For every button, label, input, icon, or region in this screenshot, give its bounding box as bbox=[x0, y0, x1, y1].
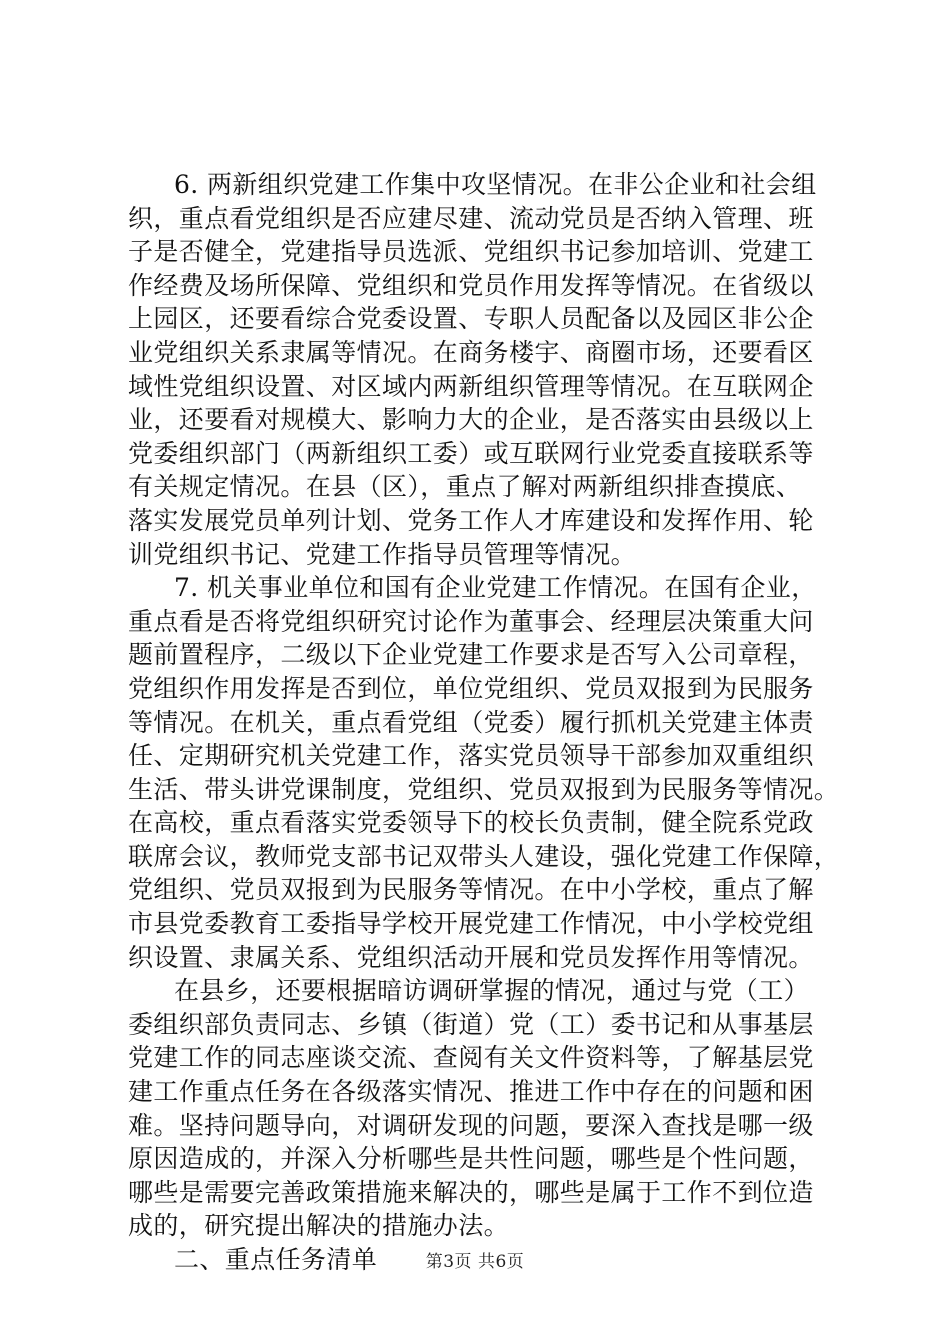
paragraph-line: 在高校，重点看落实党委领导下的校长负责制，健全院系党政 bbox=[128, 808, 814, 838]
paragraph-line: 织设置、隶属关系、党组织活动开展和党员发挥作用等情况。 bbox=[128, 942, 814, 972]
paragraph-line: 联席会议，教师党支部书记双带头人建设，强化党建工作保障， bbox=[128, 841, 840, 871]
paragraph-line: 党建工作的同志座谈交流、查阅有关文件资料等，了解基层党 bbox=[128, 1043, 814, 1073]
paragraph-line: 子是否健全，党建指导员选派、党组织书记参加培训、党建工 bbox=[128, 237, 814, 267]
paragraph-line: 建工作重点任务在各级落实情况、推进工作中存在的问题和困 bbox=[128, 1077, 814, 1107]
paragraph-line: 党组织作用发挥是否到位，单位党组织、党员双报到为民服务 bbox=[128, 673, 814, 703]
section-heading: 二、重点任务清单 bbox=[174, 1245, 378, 1274]
paragraph-line: 重点看是否将党组织研究讨论作为董事会、经理层决策重大问 bbox=[128, 606, 814, 636]
page-number-footer: 第3页 共6页 bbox=[425, 1252, 525, 1272]
paragraph-line: 7. 机关事业单位和国有企业党建工作情况。在国有企业， bbox=[174, 573, 817, 603]
paragraph-line: 难。坚持问题导向，对调研发现的问题，要深入查找是哪一级 bbox=[128, 1110, 814, 1140]
paragraph-line: 业，还要看对规模大、影响力大的企业，是否落实由县级以上 bbox=[128, 405, 814, 435]
paragraph-line: 党委组织部门（两新组织工委）或互联网行业党委直接联系等 bbox=[128, 438, 814, 468]
paragraph-line: 6. 两新组织党建工作集中攻坚情况。在非公企业和社会组 bbox=[174, 170, 817, 199]
paragraph-line: 等情况。在机关，重点看党组（党委）履行抓机关党建主体责 bbox=[128, 707, 814, 737]
paragraph-line: 落实发展党员单列计划、党务工作人才库建设和发挥作用、轮 bbox=[128, 505, 814, 535]
paragraph-line: 原因造成的，并深入分析哪些是共性问题，哪些是个性问题， bbox=[128, 1144, 814, 1174]
paragraph-line: 织，重点看党组织是否应建尽建、流动党员是否纳入管理、班 bbox=[128, 203, 814, 233]
paragraph-line: 域性党组织设置、对区域内两新组织管理等情况。在互联网企 bbox=[128, 371, 814, 401]
paragraph-line: 生活、带头讲党课制度，党组织、党员双报到为民服务等情况。 bbox=[128, 774, 840, 804]
paragraph-line: 作经费及场所保障、党组织和党员作用发挥等情况。在省级以 bbox=[128, 270, 814, 300]
paragraph-line: 有关规定情况。在县（区），重点了解对两新组织排查摸底、 bbox=[128, 472, 802, 502]
paragraph-line: 党组织、党员双报到为民服务等情况。在中小学校，重点了解 bbox=[128, 875, 814, 905]
paragraph-line: 业党组织关系隶属等情况。在商务楼宇、商圈市场，还要看区 bbox=[128, 337, 814, 367]
paragraph-line: 上园区，还要看综合党委设置、专职人员配备以及园区非公企 bbox=[128, 304, 814, 334]
paragraph-line: 市县党委教育工委指导学校开展党建工作情况，中小学校党组 bbox=[128, 909, 814, 939]
paragraph-line: 任、定期研究机关党建工作，落实党员领导干部参加双重组织 bbox=[128, 741, 814, 771]
paragraph-line: 成的，研究提出解决的措施办法。 bbox=[128, 1211, 510, 1241]
paragraph-line: 题前置程序，二级以下企业党建工作要求是否写入公司章程， bbox=[128, 640, 814, 670]
paragraph-line: 委组织部负责同志、乡镇（街道）党（工）委书记和从事基层 bbox=[128, 1009, 814, 1039]
paragraph-line: 在县乡，还要根据暗访调研掌握的情况，通过与党（工） bbox=[174, 976, 810, 1006]
paragraph-line: 哪些是需要完善政策措施来解决的，哪些是属于工作不到位造 bbox=[128, 1177, 814, 1207]
paragraph-line: 训党组织书记、党建工作指导员管理等情况。 bbox=[128, 539, 637, 569]
document-body bbox=[128, 168, 840, 1277]
